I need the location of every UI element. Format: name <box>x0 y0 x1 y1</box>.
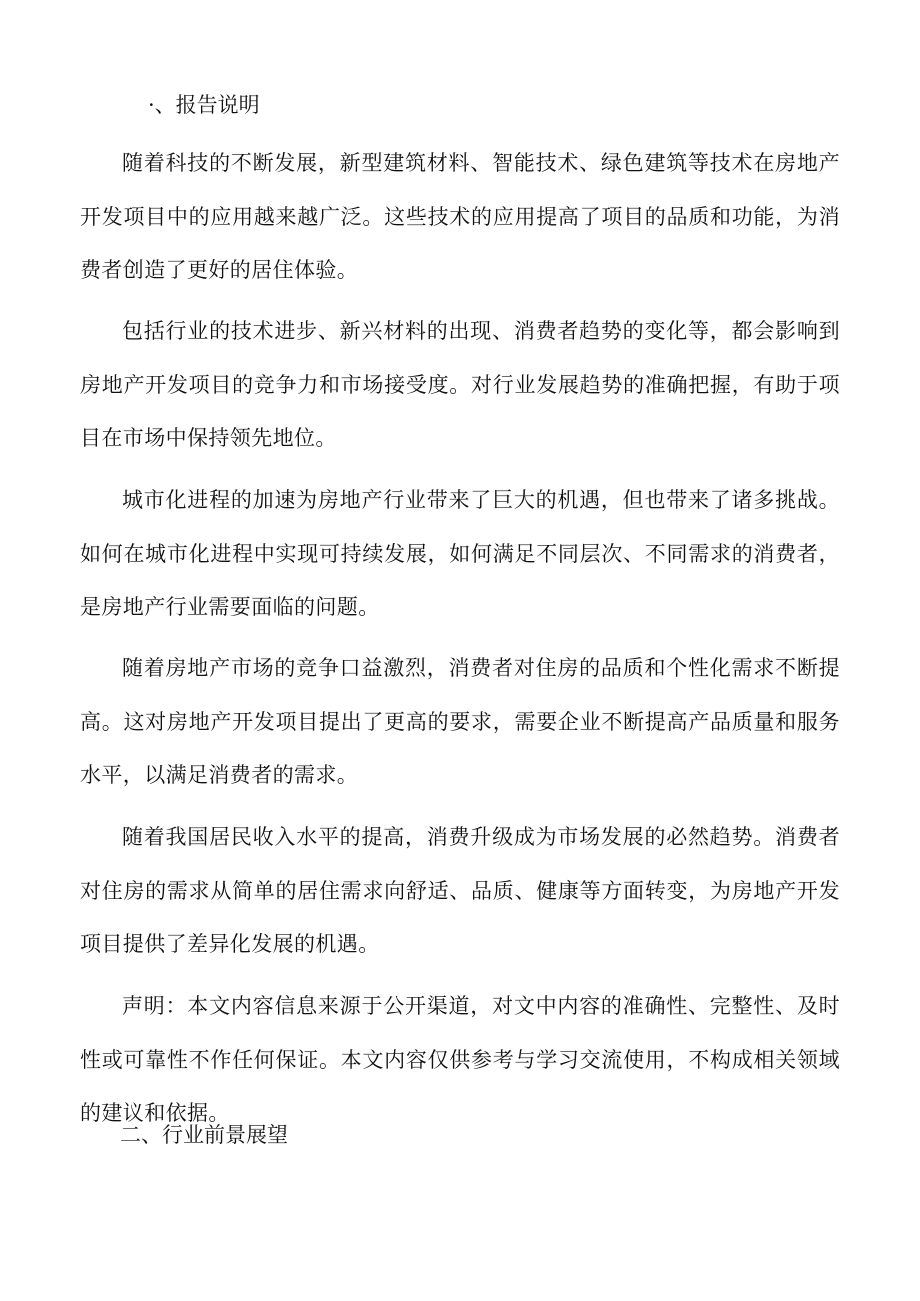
paragraph-consumption-upgrade: 随着我国居民收入水平的提高，消费升级成为市场发展的必然趋势。消费者对住房的需求从简单的居住需求向舒适、品质、健康等方面转变，为房地产开发项目提供了差异化发展的机遇。 <box>80 825 840 956</box>
section-heading-report-description: ·、报告说明 <box>148 93 260 117</box>
paragraph-market-competition: 随着房地产市场的竞争口益激烈，消费者对住房的品质和个性化需求不断提高。这对房地产开发项目提出了更高的要求，需要企业不断提高产品质量和服务水平，以满足消费者的需求。 <box>80 656 840 787</box>
paragraph-disclaimer: 声明：本文内容信息来源于公开渠道，对文中内容的准确性、完整性、及时性或可靠性不作任何保证。本文内容仅供参考与学习交流使用，不构成相关领域的建议和依据。 <box>80 994 840 1125</box>
paragraph-industry-trends: 包括行业的技术进步、新兴材料的出现、消费者趋势的变化等，都会影响到房地产开发项目的竞争力和市场接受度。对行业发展趋势的准确把握，有助于项目在市场中保持领先地位。 <box>80 319 840 450</box>
section-heading-industry-outlook: 二、行业前景展望 <box>120 1123 288 1147</box>
paragraph-technology-development: 随着科技的不断发展，新型建筑材料、智能技术、绿色建筑等技术在房地产开发项目中的应用越来越广泛。这些技术的应用提高了项目的品质和功能，为消费者创造了更好的居住体验。 <box>80 151 840 282</box>
paragraph-urbanization: 城市化进程的加速为房地产行业带来了巨大的机遇，但也带来了诸多挑战。如何在城市化进程中实现可持续发展，如何满足不同层次、不同需求的消费者，是房地产行业需要面临的问题。 <box>80 488 840 619</box>
